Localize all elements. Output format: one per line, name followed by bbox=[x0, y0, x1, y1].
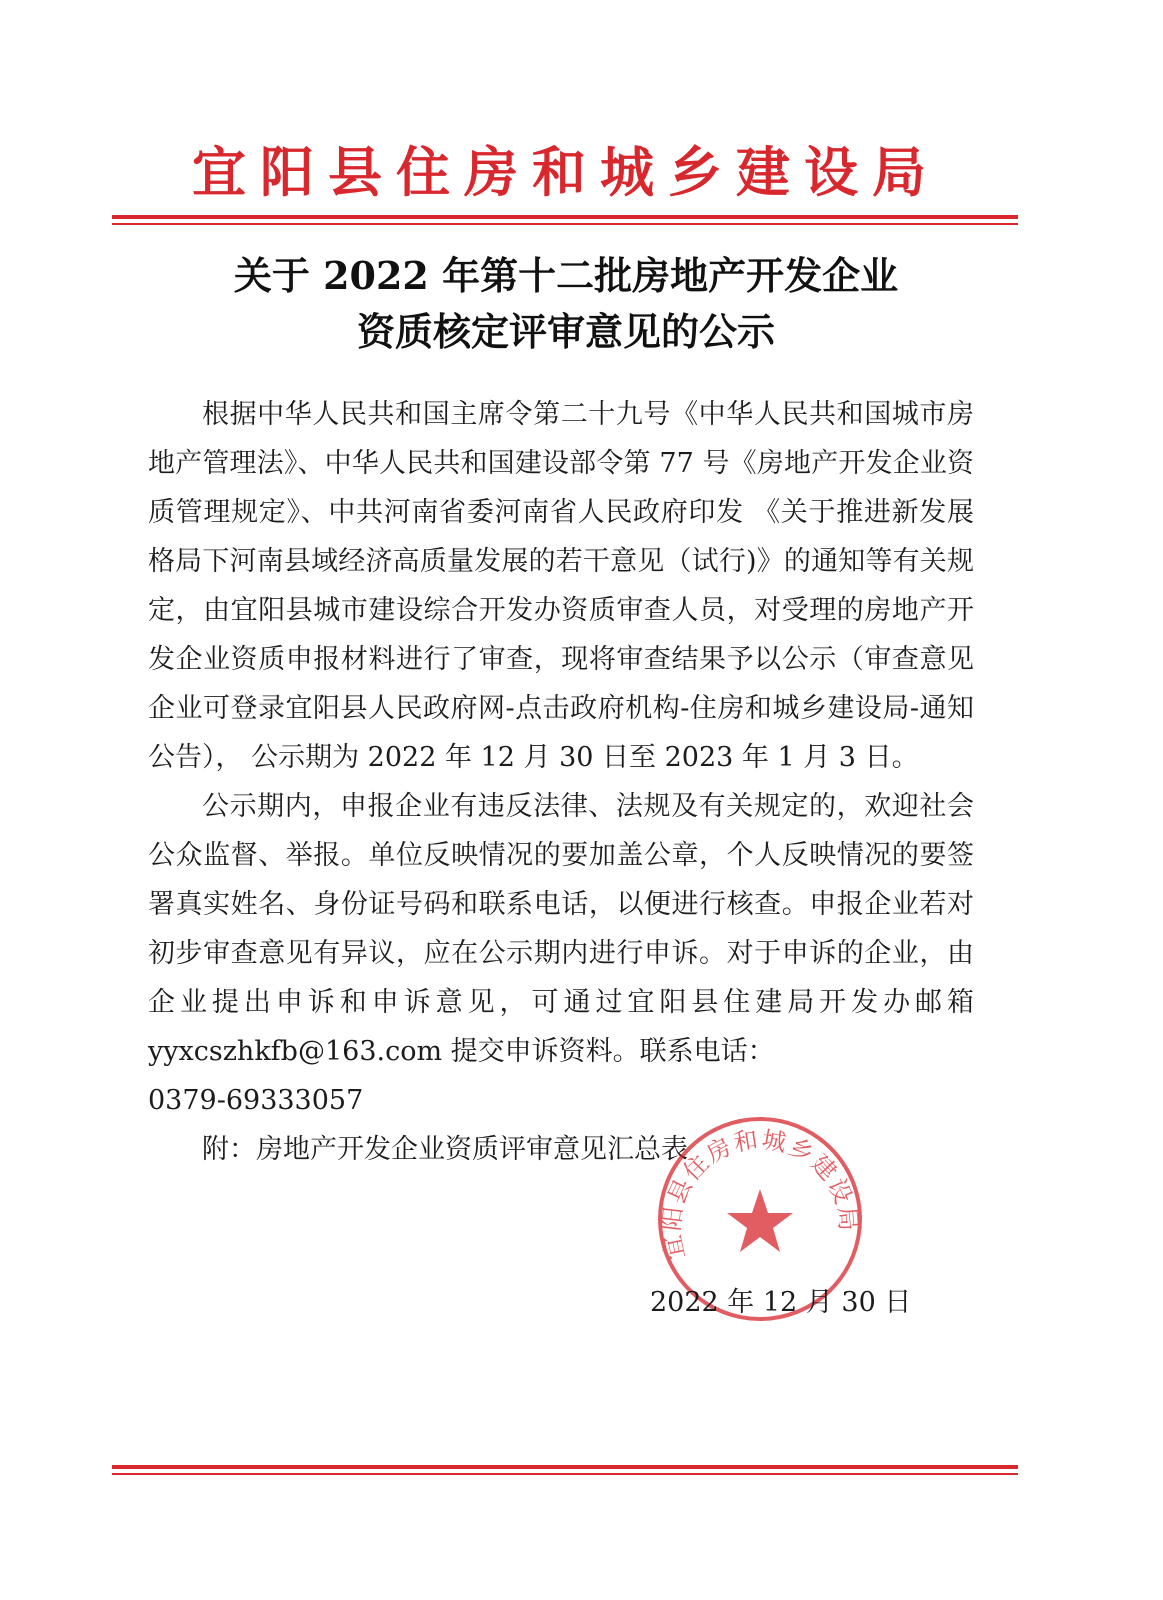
footer-rule-thin bbox=[112, 1473, 1018, 1475]
header-rule-thick bbox=[112, 215, 1018, 219]
footer-rule-thick bbox=[112, 1465, 1018, 1469]
contact-phone: 0379-69333057 bbox=[148, 1085, 364, 1116]
seal-star-icon bbox=[727, 1189, 793, 1252]
document-title-line-1: 关于 2022 年第十二批房地产开发企业 bbox=[233, 253, 899, 298]
header-rule-thin bbox=[112, 223, 1018, 225]
body-paragraph-1: 根据中华人民共和国主席令第二十九号《中华人民共和国城市房地产管理法》、中华人民共和国建设部令第 77 号《房地产开发企业资质管理规定》、中共河南省委河南省人民政府印发 《关于推进新发展格局下河南县域经济高质量发展的若干意见（试行)》的通知等有关规定，由宜阳县城市建设综合开发办资质审查人员，对受理的房地产开发企业资质申报材料进行了审查，现将审查结果予以公示（审查意见企业可登录宜阳县人民政府网-点击政府机构-住房和城乡建设局-通知公告）， 公示期为 2022 年 12 月 30 日至 2023 年 1 月 3 日。 bbox=[148, 399, 974, 773]
body-paragraph-2: 公示期内，申报企业有违反法律、法规及有关规定的，欢迎社会公众监督、举报。单位反映情况的要加盖公章，个人反映情况的要签署真实姓名、身份证号码和联系电话，以便进行核查。申报企业若对初步审查意见有异议，应在公示期内进行申诉。对于申诉的企业，由企业提出申诉和申诉意见，可通过宜阳县住建局开发办邮箱 yyxcszhkfb@163.com 提交申诉资料。联系电话： bbox=[148, 791, 974, 1067]
issue-date: 2022 年 12 月 30 日 bbox=[650, 1287, 912, 1318]
document-title-line-2: 资质核定评审意见的公示 bbox=[356, 309, 775, 354]
attachment-note: 附：房地产开发企业资质评审意见汇总表 bbox=[202, 1134, 688, 1165]
seal-text: 宜阳县住房和城乡建设局 bbox=[657, 1125, 863, 1262]
document-title bbox=[115, 248, 1017, 360]
issuing-authority-header: 宜阳县住房和城乡建设局 bbox=[192, 141, 940, 204]
document-body bbox=[148, 390, 974, 1174]
